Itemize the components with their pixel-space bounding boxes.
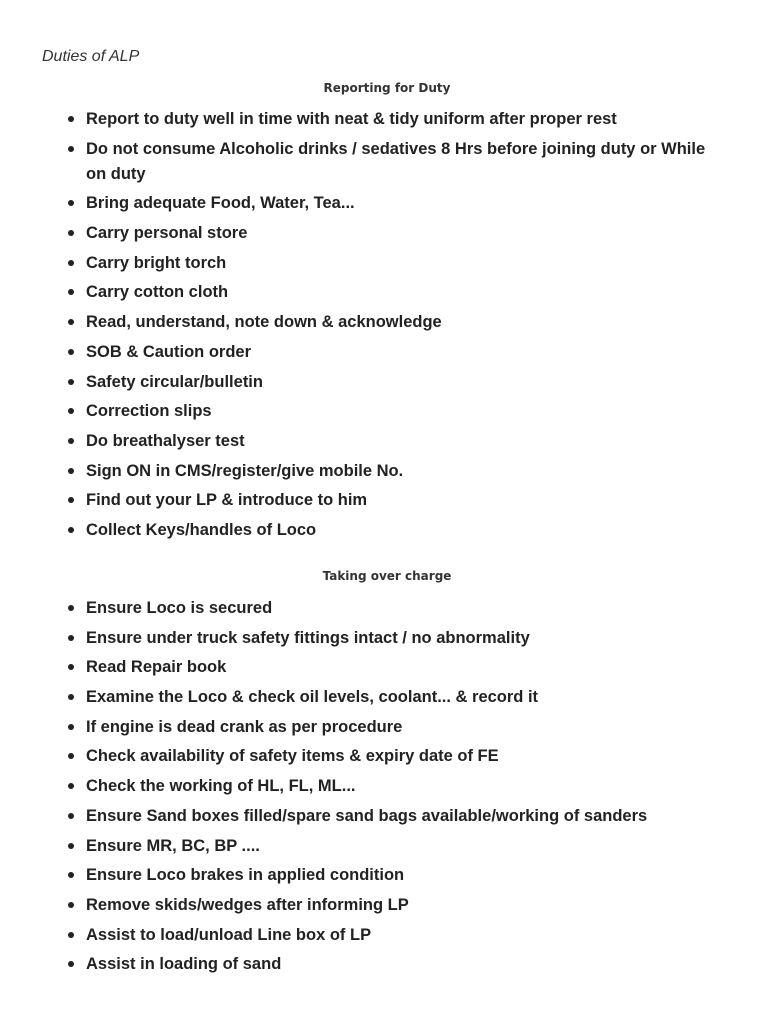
bullet-icon <box>68 468 74 474</box>
bullet-icon <box>68 200 74 206</box>
list-item-text: Collect Keys/handles of Loco <box>86 520 317 539</box>
list-item <box>68 399 728 424</box>
bullet-icon <box>68 753 74 759</box>
list-item-text: Safety circular/bulletin <box>86 372 263 391</box>
section-heading-taking-over: Taking over charge <box>322 569 452 583</box>
list-item <box>68 280 728 305</box>
bullet-icon <box>68 319 74 325</box>
list-item <box>68 310 728 335</box>
list-item <box>68 685 728 710</box>
list-item <box>68 834 728 859</box>
list-item-text: Report to duty well in time with neat & tidy uniform after proper rest <box>86 110 617 128</box>
list-item <box>68 893 728 918</box>
list-item-text: Ensure Sand boxes filled/spare sand bags available/working of sanders <box>86 806 648 825</box>
list-item <box>68 251 728 276</box>
list-item <box>68 952 728 977</box>
bullet-icon <box>68 230 74 236</box>
document-title: Duties of ALP <box>42 48 140 65</box>
duty-list-taking-over <box>68 596 728 982</box>
list-item-text: If engine is dead crank as per procedure <box>86 717 403 736</box>
section-heading-reporting: Reporting for Duty <box>323 81 451 95</box>
bullet-icon <box>68 694 74 700</box>
list-item-text: Check the working of HL, FL, ML... <box>86 777 356 796</box>
list-item-text: Carry cotton cloth <box>86 283 229 302</box>
bullet-icon <box>68 527 74 533</box>
list-item <box>68 107 728 132</box>
list-item <box>68 137 728 187</box>
list-item <box>68 488 728 513</box>
bullet-icon <box>68 813 74 819</box>
list-item <box>68 655 728 680</box>
bullet-icon <box>68 146 74 152</box>
list-item-text: Assist in loading of sand <box>86 955 282 974</box>
bullet-icon <box>68 872 74 878</box>
list-item <box>68 459 728 484</box>
bullet-icon <box>68 961 74 967</box>
list-item-text: Assist to load/unload Line box of LP <box>86 925 372 944</box>
list-item <box>68 221 728 246</box>
list-item <box>68 774 728 799</box>
list-item-text: Carry personal store <box>86 224 248 243</box>
list-item <box>68 370 728 395</box>
list-item-text: Do breathalyser test <box>86 431 245 450</box>
list-item-text: Ensure Loco is secured <box>86 599 273 617</box>
bullet-icon <box>68 349 74 355</box>
bullet-icon <box>68 497 74 503</box>
list-item-text: Ensure MR, BC, BP .... <box>86 836 260 855</box>
list-item-text: Read, understand, note down & acknowledge <box>86 313 442 332</box>
bullet-icon <box>68 260 74 266</box>
bullet-icon <box>68 289 74 295</box>
list-item-text: Find out your LP & introduce to him <box>86 491 368 510</box>
bullet-icon <box>68 605 74 611</box>
duty-list-reporting <box>68 107 728 548</box>
list-item-text: Bring adequate Food, Water, Tea... <box>86 194 355 213</box>
list-item <box>68 191 728 216</box>
bullet-icon <box>68 116 74 122</box>
bullet-icon <box>68 408 74 414</box>
list-item <box>68 596 728 621</box>
list-item <box>68 715 728 740</box>
bullet-icon <box>68 843 74 849</box>
list-item-text: Check availability of safety items & expiry date of FE <box>86 747 499 766</box>
list-item <box>68 429 728 454</box>
list-item-text: Remove skids/wedges after informing LP <box>86 895 409 914</box>
list-item-text: Examine the Loco & check oil levels, coolant... & record it <box>86 688 539 707</box>
list-item <box>68 923 728 948</box>
bullet-icon <box>68 783 74 789</box>
list-item <box>68 744 728 769</box>
bullet-icon <box>68 379 74 385</box>
bullet-icon <box>68 438 74 444</box>
bullet-icon <box>68 664 74 670</box>
list-item <box>68 626 728 651</box>
list-item-text: SOB & Caution order <box>86 342 252 361</box>
list-item-text: Do not consume Alcoholic drinks / sedatives 8 Hrs before joining duty or While on duty <box>86 139 706 183</box>
list-item-text: Read Repair book <box>86 658 227 677</box>
list-item-text: Correction slips <box>86 402 212 421</box>
list-item <box>68 340 728 365</box>
bullet-icon <box>68 902 74 908</box>
list-item <box>68 804 728 829</box>
bullet-icon <box>68 724 74 730</box>
bullet-icon <box>68 932 74 938</box>
list-item-text: Sign ON in CMS/register/give mobile No. <box>86 461 404 480</box>
bullet-icon <box>68 635 74 641</box>
list-item-text: Ensure Loco brakes in applied condition <box>86 866 405 885</box>
list-item-text: Ensure under truck safety fittings intact / no abnormality <box>86 628 530 647</box>
list-item <box>68 863 728 888</box>
list-item <box>68 518 728 543</box>
list-item-text: Carry bright torch <box>86 253 227 272</box>
